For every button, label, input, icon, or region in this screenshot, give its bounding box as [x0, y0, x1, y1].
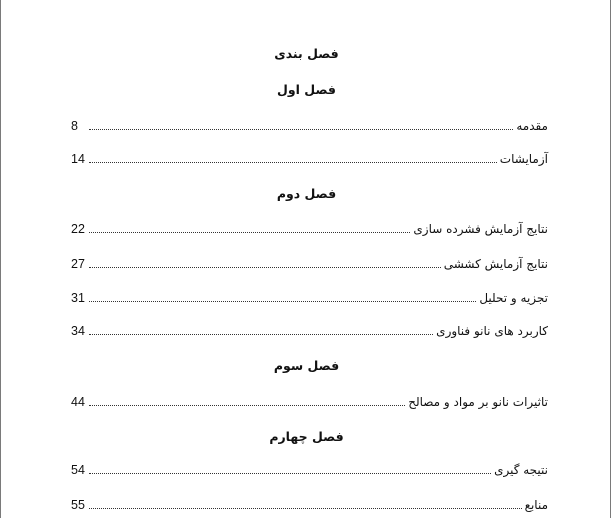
- toc-entry-page: 44: [71, 395, 85, 409]
- dot-leader: [89, 507, 522, 509]
- toc-entry-title: کاربرد های نانو فناوری: [436, 324, 548, 338]
- toc-entry[interactable]: [71, 151, 548, 167]
- toc-entry[interactable]: [71, 118, 548, 134]
- toc-entry-page: 34: [71, 324, 85, 338]
- toc-entry-title: مقدمه: [516, 119, 548, 133]
- toc-entry[interactable]: [71, 394, 548, 410]
- toc-entry-page: 55: [71, 498, 85, 512]
- toc-entry-title: تجزیه و تحلیل: [479, 291, 548, 305]
- toc-entry[interactable]: [71, 323, 548, 339]
- toc-entry[interactable]: [71, 256, 548, 272]
- dot-leader: [89, 404, 405, 406]
- toc-entry[interactable]: [71, 497, 548, 513]
- toc-entry[interactable]: [71, 221, 548, 237]
- toc-entry-title: تاثیرات نانو بر مواد و مصالح: [408, 395, 548, 409]
- toc-title: فصل بندی: [274, 46, 339, 61]
- chapter-3-heading: فصل سوم: [273, 358, 340, 373]
- toc-entry[interactable]: [71, 462, 548, 478]
- chapter-1-heading: فصل اول: [277, 82, 336, 97]
- chapter-4-heading: فصل چهارم: [269, 429, 344, 444]
- chapter-2-heading: فصل دوم: [276, 186, 337, 201]
- toc-entry-title: نتیجه گیری: [494, 463, 548, 477]
- dot-leader: [89, 472, 491, 474]
- dot-leader: [89, 231, 410, 233]
- toc-entry-page: 31: [71, 291, 85, 305]
- toc-entry-title: نتایج آزمایش کششی: [443, 257, 548, 271]
- dot-leader: [89, 161, 497, 163]
- toc-entry-page: 54: [71, 463, 85, 477]
- dot-leader: [89, 266, 441, 268]
- toc-entry-title: نتایج آزمایش فشرده سازی: [413, 222, 548, 236]
- dot-leader: [89, 333, 433, 335]
- toc-entry-page: 14: [71, 152, 85, 166]
- toc-entry-page: 22: [71, 222, 85, 236]
- toc-entry[interactable]: [71, 290, 548, 306]
- toc-entry-title: منابع: [524, 498, 548, 512]
- toc-entry-page: 27: [71, 257, 85, 271]
- toc-entry-title: آزمایشات: [499, 152, 548, 166]
- dot-leader: [89, 300, 476, 302]
- dot-leader: [89, 128, 513, 130]
- toc-entry-page: 8: [71, 119, 78, 133]
